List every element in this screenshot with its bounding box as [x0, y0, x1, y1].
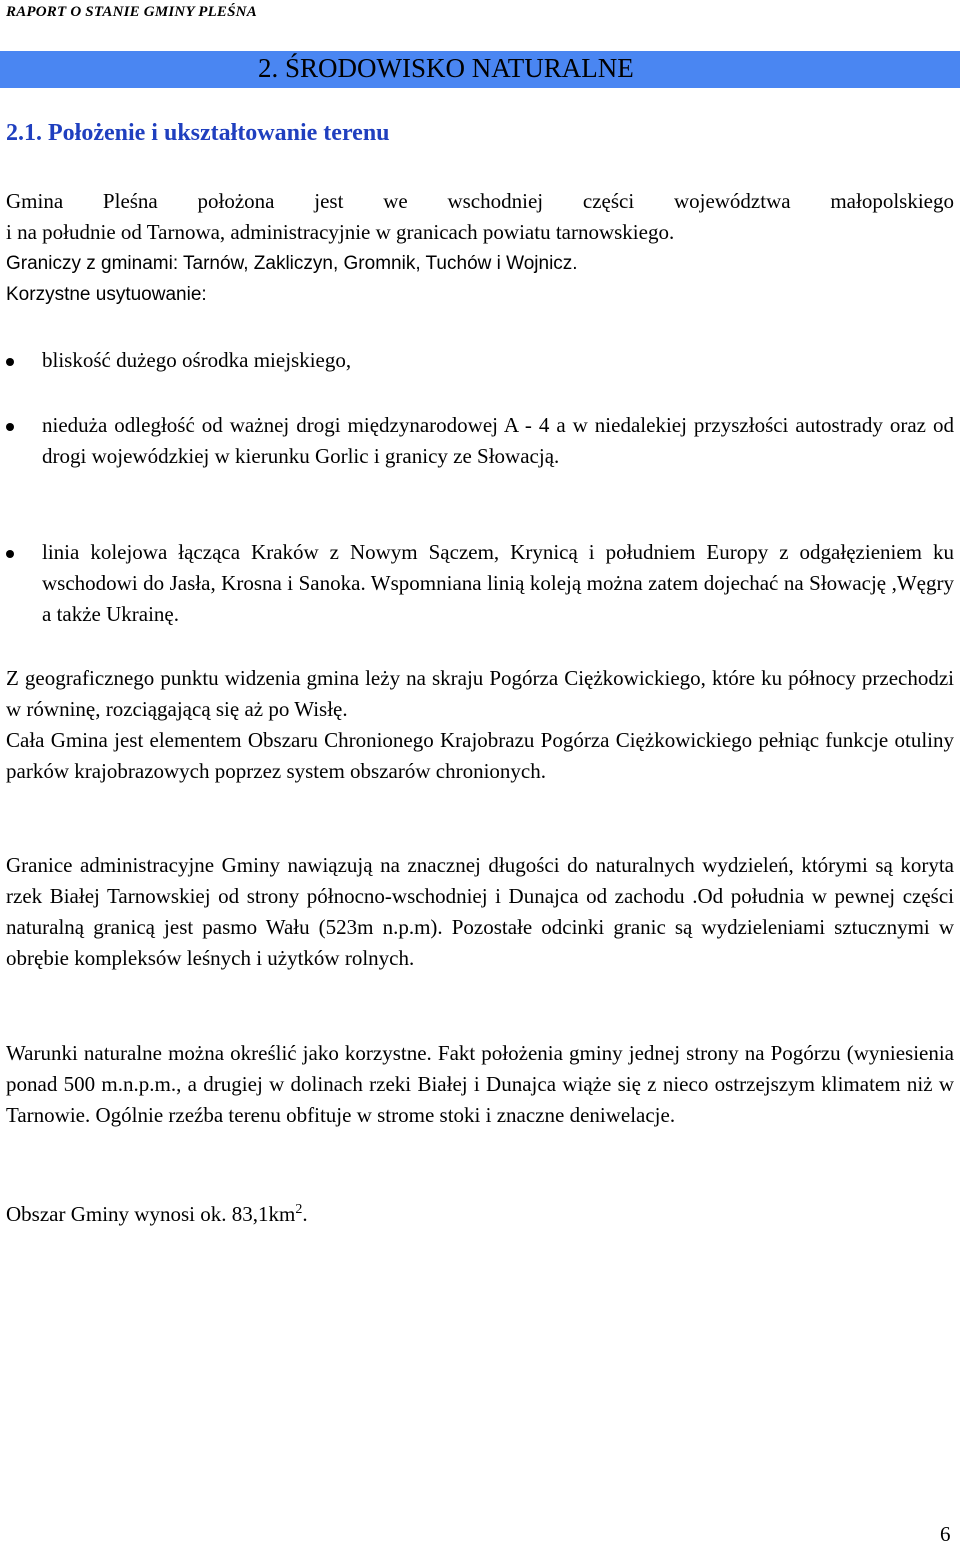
paragraph-borders: Granice administracyjne Gminy nawiązują na znacznej długości do naturalnych wydzieleń, którymi są koryta rzek Białej Tarnowskiej od strony północno-wschodniej i Dunajca od zachodu .Od południa w pewnej części naturalną granicą jest pasmo Wału (523m n.p.m). Pozostałe odcinki granic są wydzieleniami sztucznymi w obrębie kompleksów leśnych i użytków rolnych. [6, 853, 954, 970]
bullet-icon [6, 550, 14, 558]
paragraph-geography: Z geograficznego punktu widzenia gmina leży na skraju Pogórza Ciężkowickiego, które ku północy przechodzi w równinę, rozciągającą się aż po Wisłę. [6, 666, 954, 721]
chapter-title-bar [0, 51, 960, 88]
list-item-text: nieduża odległość od ważnej drogi międzynarodowej A - 4 a w niedalekiej przyszłości autostrady oraz od drogi wojewódzkiej w kierunku Gorlic i granicy ze Słowacją. [42, 413, 954, 468]
intro-line-4: Korzystne usytuowanie: [6, 284, 207, 305]
intro-line-2: i na południe od Tarnowa, administracyjnie w granicach powiatu tarnowskiego. [6, 220, 675, 244]
bullet-icon [6, 423, 14, 431]
intro-paragraph [6, 186, 954, 310]
list-item-text: linia kolejowa łącząca Kraków z Nowym Sączem, Krynicą i południem Europy z odgałęzieniem ku wschodowi do Jasła, Krosna i Sanoka. Wspomniana linią koleją można zatem dojechać na Słowację ,Węgry a także Ukrainę. [42, 540, 954, 626]
paragraph-conditions: Warunki naturalne można określić jako korzystne. Fakt położenia gminy jednej strony na Pogórzu (wyniesienia ponad 500 m.n.p.m., a drugiej w dolinach rzeki Białej i Dunajca wiąże się z nieco ostrzejszym klimatem niż w Tarnowie. Ogólnie rzeźba terenu obfituje w strome stoki i znaczne deniwelacje. [6, 1041, 954, 1127]
paragraph-protected-area: Cała Gmina jest elementem Obszaru Chronionego Krajobrazu Pogórza Ciężkowickiego pełniąc funkcje otuliny parków krajobrazowych poprzez system obszarów chronionych. [6, 728, 954, 783]
running-header: RAPORT O STANIE GMINY PLEŚNA [6, 4, 257, 20]
area-superscript: 2 [295, 1202, 303, 1217]
page-number: 6 [940, 1522, 951, 1546]
list-item-text: bliskość dużego ośrodka miejskiego, [42, 348, 352, 372]
area-suffix: . [302, 1202, 308, 1226]
intro-line-3: Graniczy z gminami: Tarnów, Zakliczyn, Gromnik, Tuchów i Wojnicz. [6, 253, 578, 274]
bullet-icon [6, 358, 14, 366]
area-statement [6, 1194, 954, 1230]
area-text: Obszar Gminy wynosi ok. 83,1km [6, 1202, 296, 1226]
intro-line-1: Gmina Pleśna położona jest we wschodniej części województwa małopolskiego [6, 189, 954, 213]
chapter-title: 2. ŚRODOWISKO NATURALNE [258, 53, 634, 83]
section-title: 2.1. Położenie i ukształtowanie terenu [6, 120, 390, 146]
